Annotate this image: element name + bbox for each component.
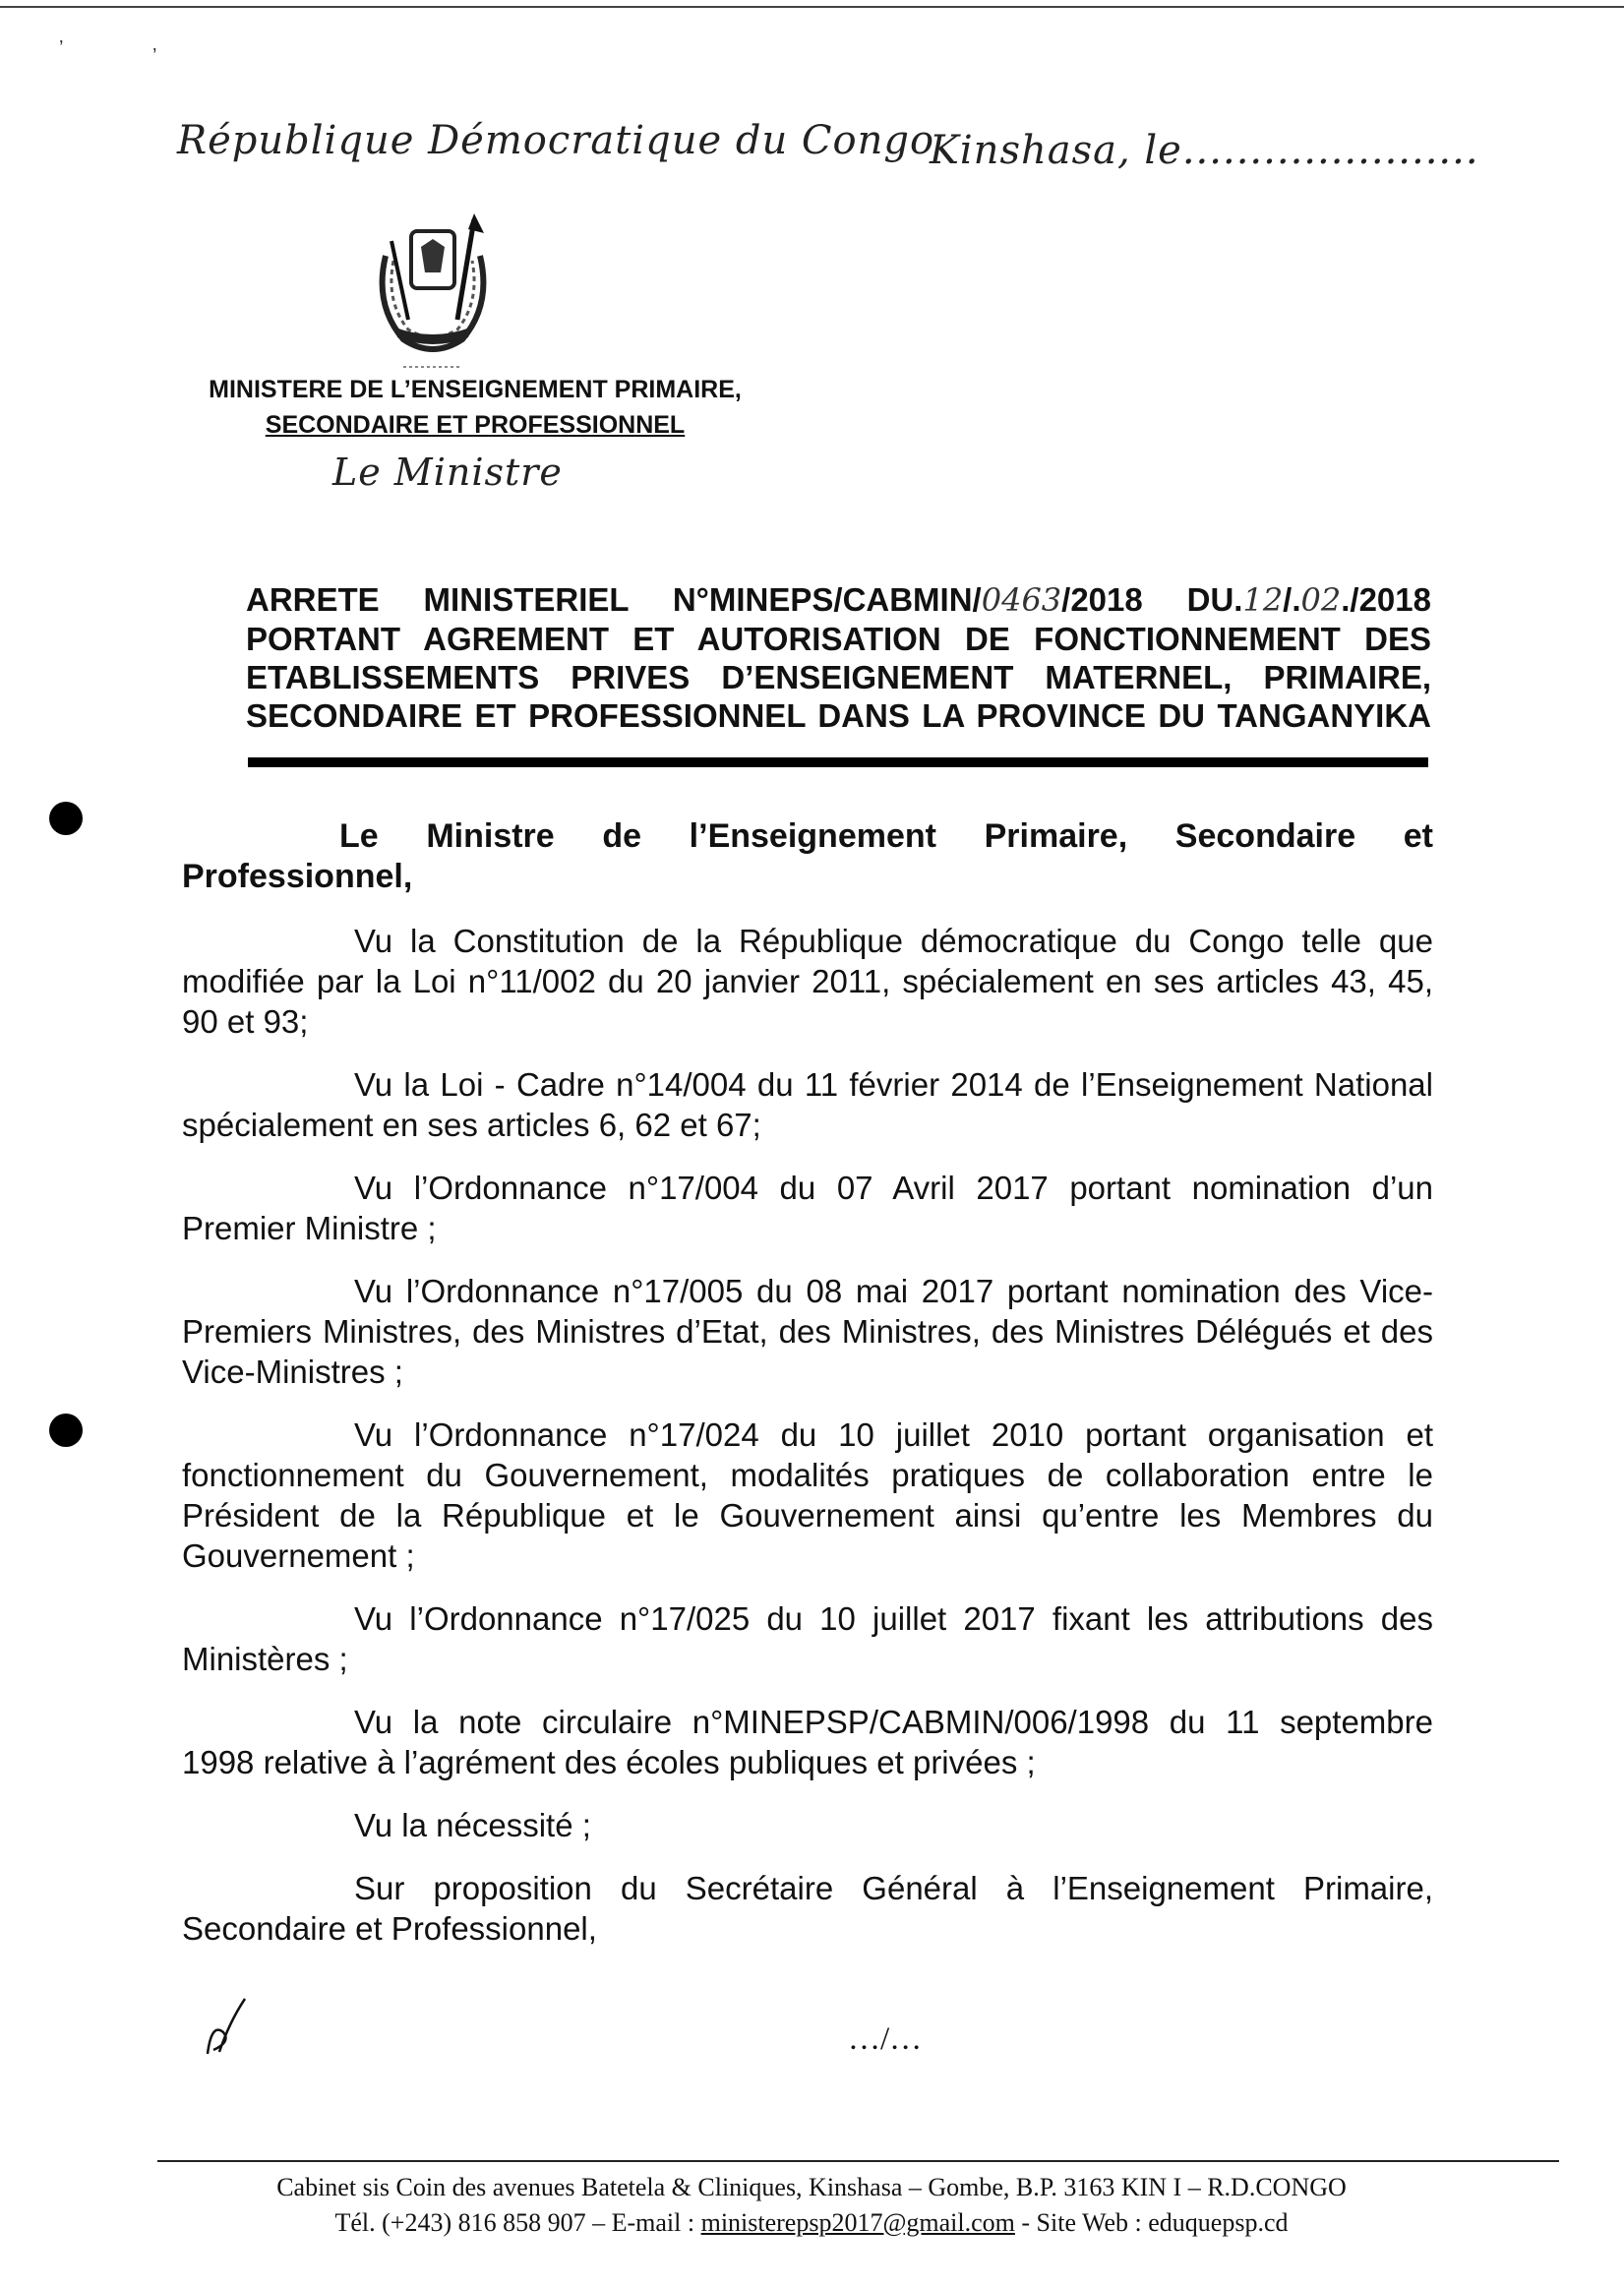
considerant-paragraph: Vu l’Ordonnance n°17/004 du 07 Avril 2017 portant nomination d’un Premier Ministre ; (182, 1170, 1433, 1246)
scan-speck: ’ (59, 37, 64, 59)
footer-phone: Tél. (+243) 816 858 907 – E-mail : (334, 2208, 695, 2237)
scan-speck: ’ (152, 45, 157, 67)
title-line-4: SECONDAIRE ET PROFESSIONNEL DANS LA PROVINCE DU TANGANYIKA (246, 697, 1431, 734)
handwritten-month: 02 (1300, 581, 1342, 619)
title-date-separator: /. (1283, 581, 1301, 618)
minister-lead: Le Ministre de l’Enseignement Primaire, Secondaire et Professionnel, (182, 817, 1433, 895)
punch-hole-mark (49, 1414, 83, 1447)
ministry-line-1: MINISTERE DE L’ENSEIGNEMENT PRIMAIRE, (209, 376, 742, 403)
punch-hole-mark (49, 802, 83, 835)
coat-of-arms-icon (364, 211, 502, 374)
handwritten-initial-mark (202, 1993, 251, 2062)
title-underline-rule (248, 757, 1428, 767)
considerant-paragraph: Vu la nécessité ; (354, 1807, 591, 1843)
place-date-line: Kinshasa, le...................... (930, 128, 1479, 173)
footer-rule (157, 2160, 1559, 2162)
page-footer (157, 2170, 1466, 2241)
decree-title (246, 580, 1431, 735)
title-year-du: /2018 DU. (1061, 581, 1243, 618)
footer-address: Cabinet sis Coin des avenues Batetela & Cliniques, Kinshasa – Gombe, B.P. 3163 KIN I – R.D.CONGO (276, 2173, 1347, 2201)
ministry-heading (190, 372, 760, 443)
handwritten-day: 12 (1242, 581, 1284, 619)
page-continuation-mark: …/… (848, 2021, 923, 2057)
considerant-paragraph: Vu la note circulaire n°MINEPSP/CABMIN/006/1998 du 11 septembre 1998 relative à l’agrément des écoles publiques et privées ; (182, 1704, 1433, 1780)
considerant-paragraph: Vu l’Ordonnance n°17/024 du 10 juillet 2010 portant organisation et fonctionnement du Gouvernement, modalités pratiques de collaboration entre le Président de la République et le Gouvernement ainsi qu’entre les Membres du Gouvernement ; (182, 1416, 1433, 1574)
ministry-line-2: SECONDAIRE ET PROFESSIONNEL (265, 411, 686, 439)
footer-website: - Site Web : eduquepsp.cd (1021, 2208, 1289, 2237)
title-line-3: ETABLISSEMENTS PRIVES D’ENSEIGNEMENT MATERNEL, PRIMAIRE, (246, 659, 1431, 695)
considerant-paragraph: Vu l’Ordonnance n°17/025 du 10 juillet 2017 fixant les attributions des Ministères ; (182, 1600, 1433, 1677)
footer-email-link[interactable]: ministerepsp2017@gmail.com (700, 2208, 1015, 2237)
decree-body (182, 816, 1433, 1971)
considerant-paragraph: Vu l’Ordonnance n°17/005 du 08 mai 2017 portant nomination des Vice-Premiers Ministres, des Ministres d’Etat, des Ministres, des Ministres Délégués et des Vice-Ministres ; (182, 1273, 1433, 1390)
considerant-paragraph: Vu la Constitution de la République démocratique du Congo telle que modifiée par la Loi n°11/002 du 20 janvier 2011, spécialement en ses articles 43, 45, 90 et 93; (182, 923, 1433, 1040)
proposition-paragraph: Sur proposition du Secrétaire Général à l’Enseignement Primaire, Secondaire et Professionnel, (182, 1870, 1433, 1947)
title-decree-prefix: ARRETE MINISTERIEL N°MINEPS/CABMIN/ (246, 581, 982, 618)
handwritten-decree-number: 0463 (981, 581, 1062, 619)
country-heading: République Démocratique du Congo (177, 118, 935, 163)
title-line-2: PORTANT AGREMENT ET AUTORISATION DE FONCTIONNEMENT DES (246, 621, 1431, 657)
top-border-line (0, 6, 1624, 8)
le-ministre-signature-title: Le Ministre (332, 451, 563, 494)
title-line-1 (246, 580, 1431, 620)
footer-contact (157, 2205, 1466, 2241)
considerant-paragraph: Vu la Loi - Cadre n°14/004 du 11 février 2014 de l’Enseignement National spécialement en ses articles 6, 62 et 67; (182, 1066, 1433, 1143)
title-year: ./2018 (1341, 581, 1431, 618)
